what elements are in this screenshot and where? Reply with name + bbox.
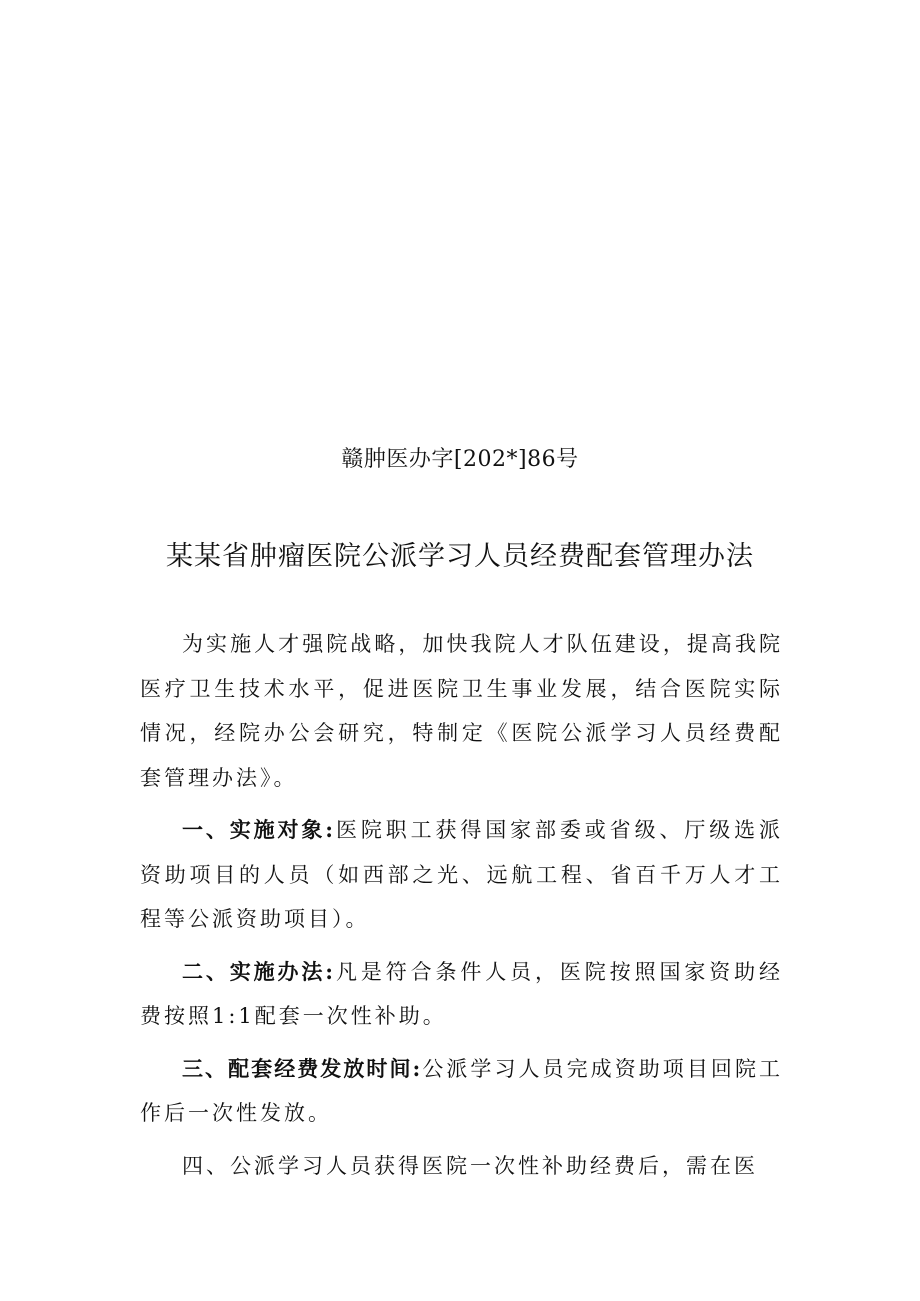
section-text-4: 四、公派学习人员获得医院一次性补助经费后，需在医 xyxy=(182,1153,758,1178)
section-text-1: 医院职工获得国家部委或省级、厅级选派资助项目的人员（如西部之光、远航工程、省百千万人才工程等公派资助项目）。 xyxy=(140,818,783,931)
document-body xyxy=(140,622,783,1188)
section-heading-1: 一、实施对象: xyxy=(182,817,336,842)
document-number: 赣肿医办字[202*]86号 xyxy=(341,447,579,472)
section-heading-3: 三、配套经费发放时间: xyxy=(182,1055,423,1081)
intro-paragraph: 为实施人才强院战略，加快我院人才队伍建设，提高我院医疗卫生技术水平，促进医院卫生事业发展，结合医院实际情况，经院办公会研究，特制定《医院公派学习人员经费配套管理办法》。 xyxy=(140,632,783,790)
section-paragraph-2 xyxy=(140,950,783,1039)
section-paragraph-1 xyxy=(140,808,783,942)
document-title: 某某省肿瘤医院公派学习人员经费配套管理办法 xyxy=(166,541,754,572)
section-text-3: 公派学习人员完成资助项目回院工作后一次性发放。 xyxy=(140,1056,783,1125)
section-heading-2: 二、实施办法: xyxy=(182,958,336,984)
section-paragraph-3 xyxy=(140,1047,783,1136)
section-text-2: 凡是符合条件人员，医院按照国家资助经费按照1:1配套一次性补助。 xyxy=(140,959,783,1028)
section-paragraph-4 xyxy=(140,1144,783,1189)
